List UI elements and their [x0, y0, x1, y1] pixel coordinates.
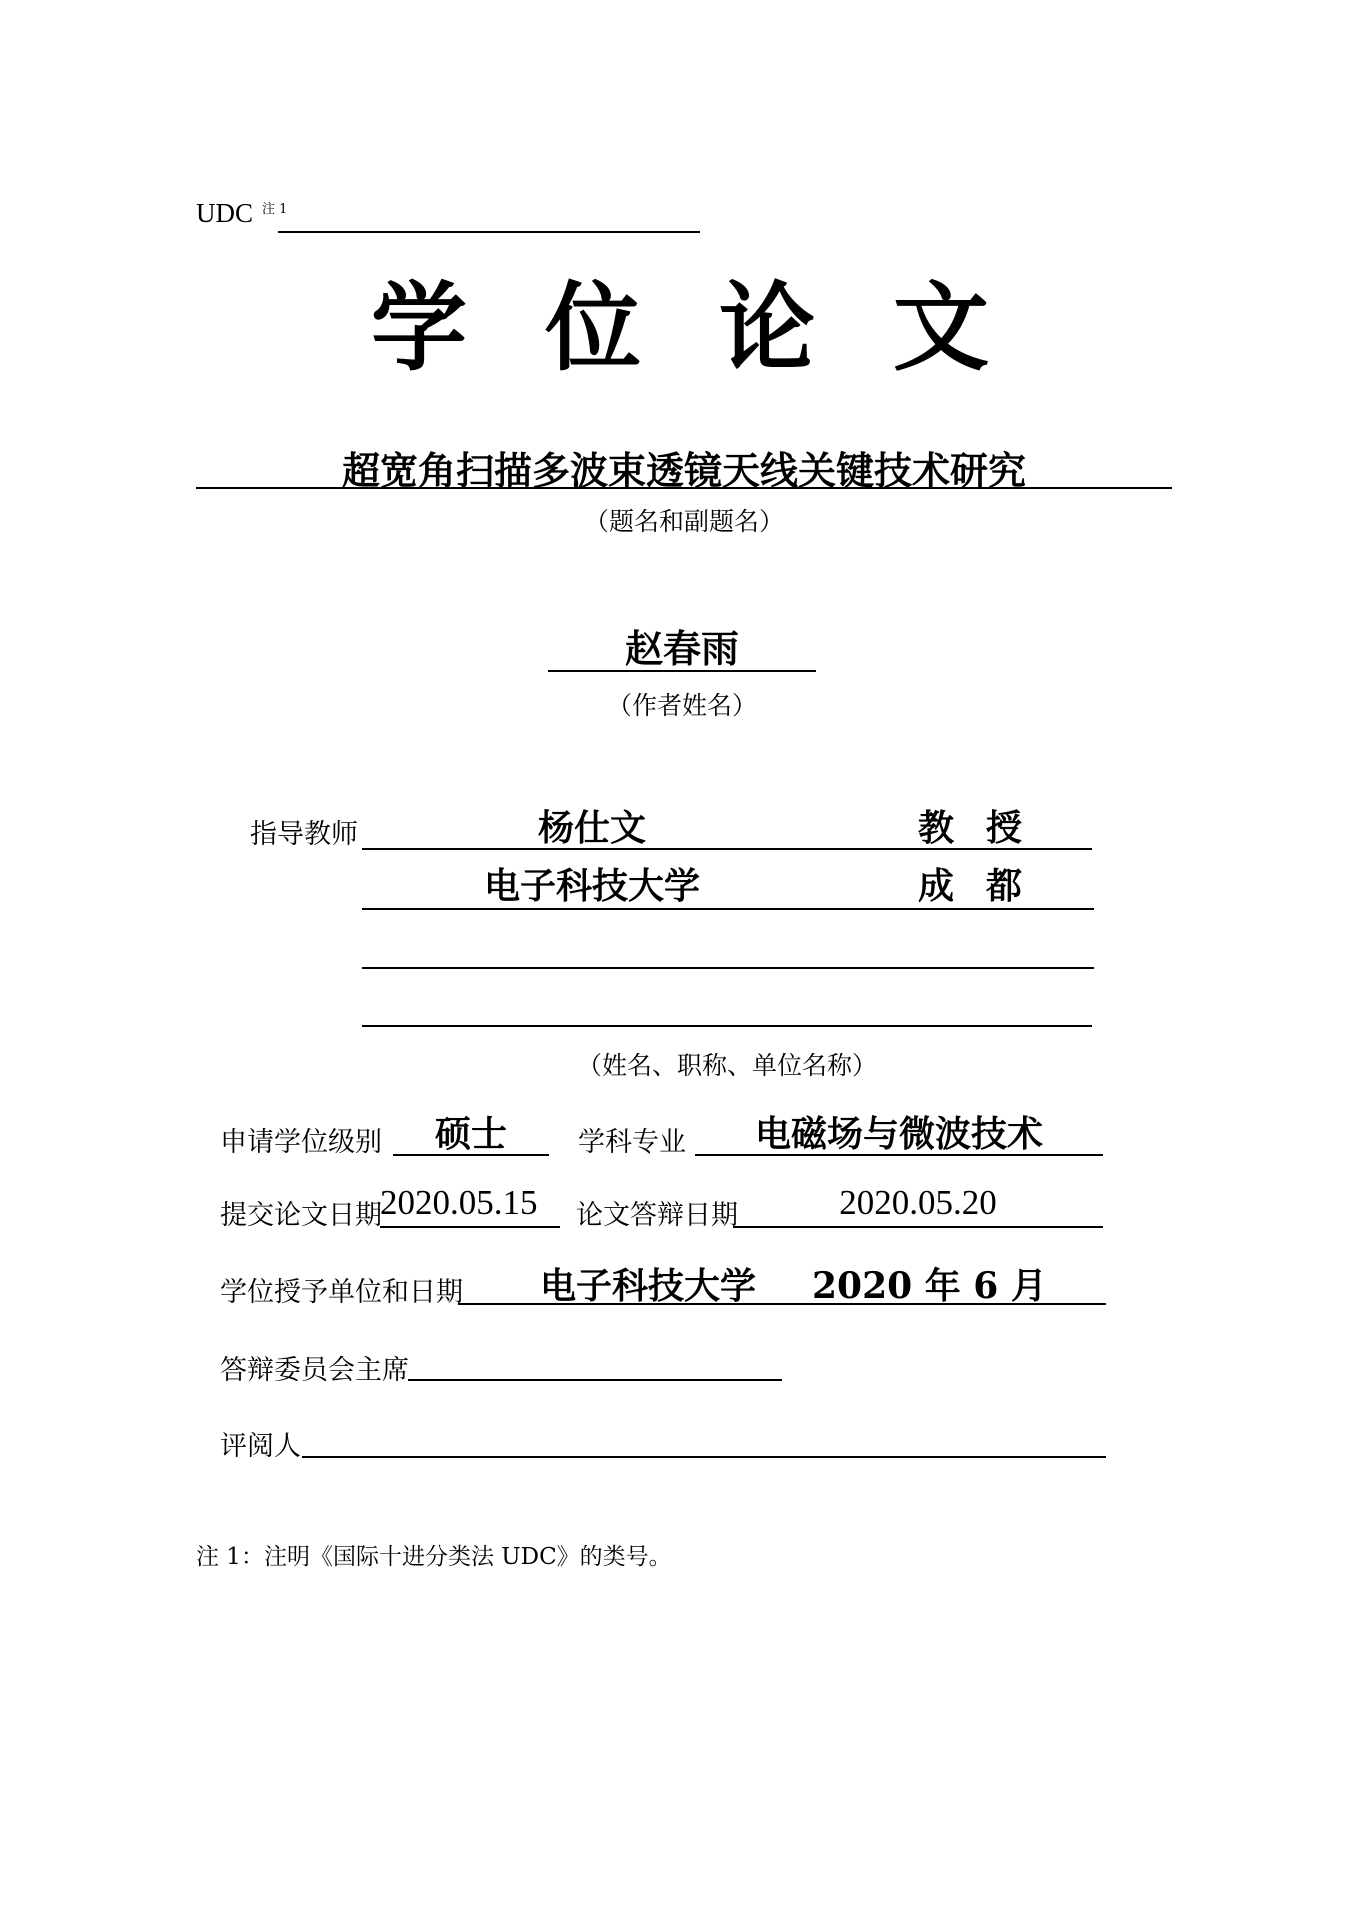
- author-name: 赵春雨: [624, 626, 739, 671]
- committee-chair-label: 答辩委员会主席: [220, 1355, 409, 1386]
- advisor-line: [362, 1025, 1092, 1027]
- defense-date-label: 论文答辩日期: [576, 1200, 738, 1231]
- advisor-city: 成都: [918, 865, 1055, 907]
- degree-level-label: 申请学位级别: [220, 1127, 382, 1158]
- footnote: 注 1：注明《国际十进分类法 UDC》的类号。: [196, 1544, 672, 1570]
- advisor-line: [362, 908, 1094, 910]
- submit-date-value: 2020.05.15: [380, 1183, 538, 1222]
- submit-date-line: [380, 1226, 560, 1228]
- advisor-line: [362, 967, 1094, 969]
- reviewer-label: 评阅人: [220, 1431, 301, 1462]
- reviewer-line: [302, 1456, 1106, 1458]
- major-line: [695, 1154, 1103, 1156]
- author-caption: （作者姓名）: [606, 691, 757, 720]
- advisor-name: 杨仕文: [537, 807, 646, 849]
- grant-label: 学位授予单位和日期: [220, 1277, 463, 1308]
- major-label: 学科专业: [578, 1127, 686, 1158]
- grant-org: 电子科技大学: [540, 1265, 757, 1307]
- degree-level-value: 硕士: [434, 1113, 507, 1155]
- advisor-title: 教授: [918, 807, 1055, 849]
- thesis-title-line: [196, 487, 1172, 489]
- advisor-line: [362, 848, 1092, 850]
- submit-date-label: 提交论文日期: [220, 1200, 382, 1231]
- advisor-org: 电子科技大学: [483, 865, 700, 907]
- advisor-caption: （姓名、职称、单位名称）: [576, 1051, 877, 1080]
- committee-chair-line: [408, 1379, 782, 1381]
- grant-line: [458, 1303, 1106, 1305]
- udc-label: UDC: [196, 198, 254, 228]
- udc-note-mark: 注 1: [262, 202, 288, 217]
- thesis-title-caption: （题名和副题名）: [583, 507, 784, 536]
- thesis-title: 超宽角扫描多波束透镜天线关键技术研究: [341, 448, 1026, 493]
- degree-level-line: [393, 1154, 549, 1156]
- page-title: 学位论文: [371, 271, 1067, 384]
- udc-blank-line: [278, 231, 700, 233]
- defense-date-value: 2020.05.20: [839, 1183, 997, 1222]
- major-value: 电磁场与微波技术: [754, 1113, 1043, 1155]
- defense-date-line: [733, 1226, 1103, 1228]
- advisor-label: 指导教师: [250, 819, 358, 850]
- author-line: [548, 670, 816, 672]
- grant-date: 2020 年 6 月: [812, 1265, 1047, 1307]
